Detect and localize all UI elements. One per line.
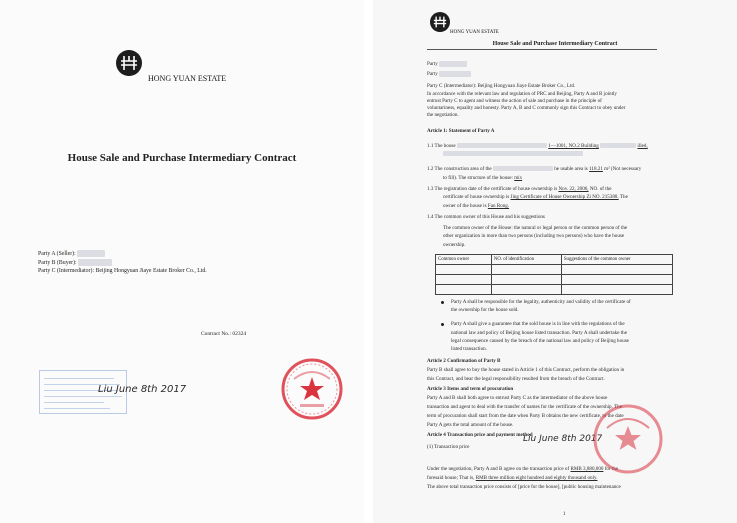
bullet-icon xyxy=(441,301,444,304)
article-1-title: Article 1: Statement of Party A xyxy=(427,128,495,134)
article-3-text: term of procuration shall start from the date when Party B obtains the new certificate, to the date xyxy=(427,413,624,419)
section-1-2-cont: to fill). The structure of the house: mix xyxy=(443,175,523,181)
party-c-line: Party C (Intermediator): Beijing Hongyuan Jiaye Estate Broker Co., Ltd. xyxy=(38,268,207,274)
redacted-name xyxy=(78,259,112,266)
bullet-2-line: listed transaction. xyxy=(451,346,487,352)
party-b-line xyxy=(38,259,112,266)
article-3-title: Article 3 Items and term of procuration xyxy=(427,386,514,392)
article-2-text: this Contract, and bear the legal responsibility resulted from the breach of the Contract. xyxy=(427,376,605,382)
page-number: 1 xyxy=(563,512,566,517)
section-1-4-text: ownership. xyxy=(443,242,466,248)
party-c-line: Party C (Intermediator): Beijing Hongyuan Jiaye Estate Broker Co., Ltd. xyxy=(427,83,576,89)
article-4-line-2: foresaid house; That is, RMB three million eight hundred and eighty thousand only. xyxy=(427,475,598,481)
contract-title: House Sale and Purchase Intermediary Contract xyxy=(67,152,297,164)
contract-cover-page xyxy=(0,0,364,523)
section-1-3-owner: owner of the house is Fan Rong. xyxy=(443,203,510,209)
article-3-text: Party A and B shall both agree to entrust Party C as the intermediator of the above house xyxy=(427,395,608,401)
page-gap xyxy=(364,0,373,523)
bullet-icon xyxy=(441,323,444,326)
section-1-1: 1.1 The house 1—1001, NO.2 Building illed, xyxy=(427,143,648,149)
red-company-seal-icon xyxy=(591,402,665,476)
table-header: NO. of identification xyxy=(491,255,561,265)
article-3-text: Party A gets the total amount of the house. xyxy=(427,422,514,428)
hong-yuan-logo-icon xyxy=(430,12,450,32)
title-rule xyxy=(427,49,657,50)
section-1-3: 1.3 The registration date of the certificate of house ownership is Nov. 22, 2006, NO. of the xyxy=(427,186,612,192)
bullet-1-line: Party A shall be responsible for the legality, authenticity and validity of the certificate of xyxy=(451,299,631,305)
hong-yuan-logo-icon xyxy=(116,50,142,76)
table-row xyxy=(436,265,673,275)
party-a-line xyxy=(38,250,105,257)
intro-line: entrust Party C to agent and witness the action of sale and purchase in the principle of xyxy=(427,98,602,104)
article-4-line-1: Under the negotiation, Party A and B agree on the transaction price of RMB 3,880,000 for the xyxy=(427,466,619,472)
bullet-1-line: the ownership for the house sold. xyxy=(451,307,519,313)
intro-line: the negotiation. xyxy=(427,112,459,118)
logo-text: HONG YUAN ESTATE xyxy=(450,30,499,35)
signature: Liu June 8th 2017 xyxy=(98,384,187,395)
section-1-4-text: The common owner of the House: the natural or legal person or the common person of the xyxy=(443,225,628,231)
bullet-2-line: national law and policy of Beijing house listed transaction. Party A shall undertake the xyxy=(451,330,627,336)
contract-title: House Sale and Purchase Intermediary Contract xyxy=(492,41,618,47)
intro-line: voluntariness, equality and honesty. Party A, B and C commonly sign this Contract to obey under xyxy=(427,105,626,111)
article-4-title: Article 4 Transaction price and payment method xyxy=(427,432,533,438)
bullet-2-line: Party A shall give a guarantee that the sold house is in line with the regulations of the xyxy=(451,321,625,327)
table-row xyxy=(436,275,673,285)
red-company-seal-icon xyxy=(280,357,344,421)
signature: Liu June 8th 2017 xyxy=(523,434,603,444)
article-2-title: Article 2 Confirmation of Party B xyxy=(427,358,501,364)
section-1-4-text: other organization in more than two persons (including two persons) who have the house xyxy=(443,233,625,239)
article-2-text: Party B shall agree to buy the house stated in Article 1 of this Contract, perform the obligation in xyxy=(427,367,625,373)
common-owner-table xyxy=(435,254,673,295)
party-b-line: Party xyxy=(427,71,471,78)
intro-line: In accordance with the relevant law and regulation of PRC and Beijing, Party A and B jointly xyxy=(427,91,617,97)
party-b-label: Party B (Buyer): xyxy=(38,259,77,266)
redacted-name xyxy=(77,250,105,257)
table-header-row xyxy=(436,255,673,265)
article-4-line-3: The above total transaction price consists of [price for the house], [public housing maintenance xyxy=(427,484,621,490)
table-header: Suggestions of the common owner xyxy=(561,255,672,265)
contract-first-page xyxy=(373,0,737,523)
contract-number: Contract No.: 02324 xyxy=(201,331,247,337)
section-1-2: 1.2 The construction area of the he usable area is 118.21 m² (Not necessary xyxy=(427,166,642,172)
bullet-2-line: legal consequence caused by the breach of the national law and policy of Beijing house xyxy=(451,338,629,344)
table-header: Common owner xyxy=(436,255,492,265)
article-3-text: transaction and agent to deal with the transfer of names for the certificate of the ownership. The xyxy=(427,404,622,410)
party-a-label: Party A (Seller): xyxy=(38,250,76,257)
price-label: (1) Transaction price xyxy=(427,444,470,450)
section-1-1-cont xyxy=(443,151,583,158)
table-row xyxy=(436,285,673,295)
section-1-4: 1.4 The common owner of this House and his suggestions xyxy=(427,214,545,220)
section-1-3-cont: certificate of house ownership is Jing Certificate of House Ownership Zi NO. 215388. The xyxy=(443,194,628,200)
party-a-line: Party xyxy=(427,61,467,68)
logo-text: HONG YUAN ESTATE xyxy=(148,74,227,83)
